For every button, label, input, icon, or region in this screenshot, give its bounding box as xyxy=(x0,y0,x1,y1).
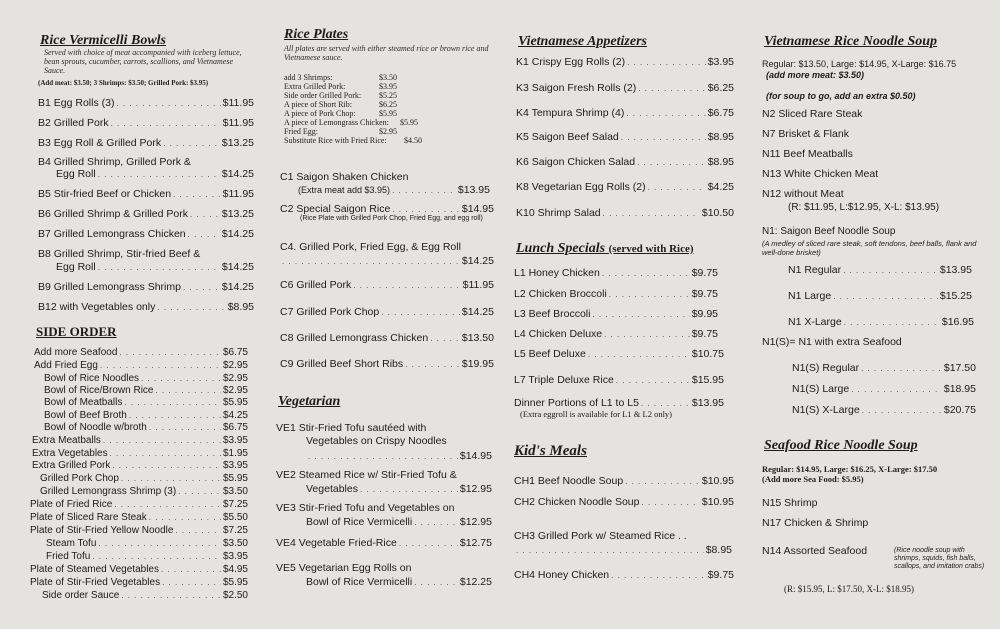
extra-label: add 3 Shrimps: xyxy=(284,73,333,82)
side-item: Extra Vegetables . . . $1.95 xyxy=(32,448,248,459)
menu-item-l1: L1 Honey Chicken . . . $9.75 xyxy=(514,267,718,279)
menu-item-n14 xyxy=(762,545,867,557)
menu-item-k6: K6 Saigon Chicken Salad . . . $8.95 xyxy=(516,156,734,168)
menu-item-ve5: VE5 Vegetarian Egg Rolls on xyxy=(276,562,412,574)
side-item: Plate of Stir-Fried Yellow Noodle . . . $7.25 xyxy=(30,525,248,536)
n14-label: N14 Assorted Seafood xyxy=(762,545,868,557)
extra-price: $3.95 xyxy=(379,82,397,91)
side-item: Plate of Stir-Fried Vegetables . . . $5.95 xyxy=(30,577,248,588)
menu-item-n13: N13 White Chicken Meat xyxy=(762,168,879,180)
menu-item-b7: B7 Grilled Lemongrass Chicken . . . $14.25 xyxy=(38,228,254,240)
menu-item-b5: B5 Stir-fried Beef or Chicken . . . $11.95 xyxy=(38,188,254,200)
side-item: Bowl of Rice/Brown Rice . . . $2.95 xyxy=(44,385,248,396)
menu-item-b12: B12 with Vegetables only . . . $8.95 xyxy=(38,301,254,313)
menu-item-b2: B2 Grilled Pork . . . $11.95 xyxy=(38,117,254,129)
menu-item-n1s-regular: N1(S) Regular . . . $17.50 xyxy=(792,362,976,374)
menu-item-c4: C4. Grilled Pork, Fried Egg, & Egg Roll xyxy=(280,241,461,253)
extra-price: $2.95 xyxy=(379,127,397,136)
side-item: Grilled Pork Chop . . . $5.95 xyxy=(40,473,248,484)
menu-item-c9: C9 Grilled Beef Short Ribs . . . $19.95 xyxy=(280,358,494,370)
noodle-soup-title: Vietnamese Rice Noodle Soup xyxy=(764,34,938,49)
menu-item-b4-cont: Egg Roll . . . $14.25 xyxy=(56,168,254,180)
noodle-soup-sizes: Regular: $13.50, Large: $14.95, X-Large: $16.75 xyxy=(762,59,957,69)
seafood-soup-title: Seafood Rice Noodle Soup xyxy=(764,438,918,453)
extra-price: $3.50 xyxy=(379,73,397,82)
menu-item-k3: K3 Saigon Fresh Rolls (2) . . . $6.25 xyxy=(516,82,734,94)
lunch-note: (Extra eggroll is available for L1 & L2 only) xyxy=(520,409,673,419)
kids-meals-title: Kid's Meals xyxy=(514,443,587,459)
menu-item-ve2-cont: Vegetables . . . $12.95 xyxy=(306,483,492,495)
side-item: Grilled Lemongrass Shrimp (3) . . . $3.50 xyxy=(40,486,248,497)
lunch-specials-label: Lunch Specials xyxy=(516,241,606,256)
menu-item-ch2: CH2 Chicken Noodle Soup . . . $10.95 xyxy=(514,496,734,508)
menu-item-k10: K10 Shrimp Salad . . . $10.50 xyxy=(516,207,734,219)
menu-item-ch1: CH1 Beef Noodle Soup . . . $10.95 xyxy=(514,475,734,487)
column-4 xyxy=(758,0,990,629)
menu-item-b3: B3 Egg Roll & Grilled Pork . . . $13.25 xyxy=(38,137,254,149)
extra-price: $5.95 xyxy=(400,118,418,127)
menu-item-b1: B1 Egg Rolls (3) . . . $11.95 xyxy=(38,97,254,109)
menu-item-b4: B4 Grilled Shrimp, Grilled Pork & xyxy=(38,156,191,168)
extra-price: $5.95 xyxy=(379,109,397,118)
n14-prices: (R: $15.95, L: $17.50, X-L: $18.95) xyxy=(784,584,914,594)
side-order-title: SIDE ORDER xyxy=(36,324,117,339)
menu-item-n1s-large: N1(S) Large . . . $18.95 xyxy=(792,383,976,395)
column-3 xyxy=(510,0,738,629)
side-item: Fried Tofu . . . $3.95 xyxy=(46,551,248,562)
menu-item-c8: C8 Grilled Lemongrass Chicken . . . $13.50 xyxy=(280,332,494,344)
column-1 xyxy=(30,0,255,629)
rice-plates-title: Rice Plates xyxy=(284,27,349,42)
menu-item-ve2: VE2 Steamed Rice w/ Stir-Fried Tofu & xyxy=(276,469,457,481)
side-item: Bowl of Meatballs . . . $5.95 xyxy=(44,397,248,408)
menu-item-k4: K4 Tempura Shrimp (4) . . . $6.75 xyxy=(516,107,734,119)
n1s-title: N1(S)= N1 with extra Seafood xyxy=(762,336,902,348)
side-item: Side order Sauce . . . $2.50 xyxy=(42,590,248,601)
noodle-soup-to-go: (for soup to go, add an extra $0.50) xyxy=(766,91,916,101)
menu-item-ch3: CH3 Grilled Pork w/ Steamed Rice . . xyxy=(514,530,687,542)
menu-item-c2: C2 Special Saigon Rice . . . $14.95 xyxy=(280,203,494,215)
n14-description: (Rice noodle soup with shrimps, squids, fish balls, scallops, and imitation crabs) xyxy=(894,547,985,570)
lunch-specials-title xyxy=(516,241,694,257)
extra-label: Substitute Rice with Fried Rice: xyxy=(284,136,387,145)
menu-item-c1: C1 Saigon Shaken Chicken xyxy=(280,171,409,183)
side-item: Add Fried Egg . . . $2.95 xyxy=(34,360,248,371)
menu-item-c2-note: (Rice Plate with Grilled Pork Chop, Fried Egg, and egg roll) xyxy=(300,215,483,222)
rice-plates-subtitle: All plates are served with either steamed rice or brown rice and Vietnamese sauce. xyxy=(284,44,489,62)
menu-item-ve3-cont: Bowl of Rice Vermicelli . . . $12.95 xyxy=(306,516,492,528)
menu-item-k5: K5 Saigon Beef Salad . . . $8.95 xyxy=(516,131,734,143)
menu-item-n12: N12 without Meat xyxy=(762,188,844,200)
seafood-soup-add: (Add more Sea Food: $5.95) xyxy=(762,474,864,484)
menu-item-n1-xlarge: N1 X-Large . . . $16.95 xyxy=(788,316,974,328)
menu-item-c4-cont: . . . $14.25 xyxy=(280,255,494,267)
menu-item-n17: N17 Chicken & Shrimp xyxy=(762,517,869,529)
side-item: Plate of Sliced Rare Steak . . . $5.50 xyxy=(30,512,248,523)
menu-item-b8-cont: Egg Roll . . . $14.25 xyxy=(56,261,254,273)
menu-item-l7: L7 Triple Deluxe Rice . . . $15.95 xyxy=(514,374,724,386)
extra-label: A piece of Lemongrass Chicken: xyxy=(284,118,389,127)
side-item: Add more Seafood . . . $6.75 xyxy=(34,347,248,358)
menu-item-n1-regular: N1 Regular . . . $13.95 xyxy=(788,264,972,276)
extra-label: A piece of Pork Chop: xyxy=(284,109,356,118)
menu-item-b6: B6 Grilled Shrimp & Grilled Pork . . . $13.25 xyxy=(38,208,254,220)
menu-item-ch4: CH4 Honey Chicken . . . $9.75 xyxy=(514,569,734,581)
extra-label: Side order Grilled Pork: xyxy=(284,91,362,100)
rice-vermicelli-subtitle: Served with choice of meat accompanied with iceberg lettuce, bean sprouts, cucumber, carrots, scallions, and Vietnamese Sauce. xyxy=(44,48,242,75)
appetizers-title: Vietnamese Appetizers xyxy=(518,34,647,49)
side-item: Bowl of Noodle w/broth . . . $6.75 xyxy=(44,422,248,433)
menu-item-ch3-price: . . . $8.95 xyxy=(514,544,732,556)
menu-item-n12-prices: (R: $11.95, L:$12.95, X-L: $13.95) xyxy=(788,202,940,213)
menu-item-n1-large: N1 Large . . . $15.25 xyxy=(788,290,972,302)
menu-item-b8: B8 Grilled Shrimp, Stir-fried Beef & xyxy=(38,248,201,260)
extra-label: A piece of Short Rib: xyxy=(284,100,352,109)
extra-price: $6.25 xyxy=(379,100,397,109)
vegetarian-title: Vegetarian xyxy=(278,394,341,409)
extra-price: $5.25 xyxy=(379,91,397,100)
menu-item-ve4: VE4 Vegetable Fried-Rice . . . $12.75 xyxy=(276,537,492,549)
noodle-soup-add-meat: (add more meat: $3.50) xyxy=(766,70,865,80)
lunch-specials-suffix: (served with Rice) xyxy=(608,243,694,255)
menu-item-k1: K1 Crispy Egg Rolls (2) . . . $3.95 xyxy=(516,56,734,68)
menu-item-l3: L3 Beef Broccoli . . . $9.95 xyxy=(514,308,718,320)
side-item: Plate of Fried Rice . . . $7.25 xyxy=(30,499,248,510)
menu-item-ve1: VE1 Stir-Fried Tofu sautéed with xyxy=(276,422,427,434)
side-item: Extra Grilled Pork . . . $3.95 xyxy=(32,460,248,471)
menu-item-n11: N11 Beef Meatballs xyxy=(762,148,853,160)
menu-item-l5: L5 Beef Deluxe . . . $10.75 xyxy=(514,348,724,360)
menu-item-l4: L4 Chicken Deluxe . . . $9.75 xyxy=(514,328,718,340)
menu-item-b9: B9 Grilled Lemongrass Shrimp . . . $14.25 xyxy=(38,281,254,293)
menu-item-dinner-portions: Dinner Portions of L1 to L5 . . . $13.95 xyxy=(514,397,724,409)
menu-item-k8: K8 Vegetarian Egg Rolls (2) . . . $4.25 xyxy=(516,181,734,193)
menu-item-n7: N7 Brisket & Flank xyxy=(762,128,849,140)
menu-item-n1s-xlarge: N1(S) X-Large . . . $20.75 xyxy=(792,404,976,416)
menu-item-c1-note: (Extra meat add $3.95) . . . $13.95 xyxy=(298,184,490,196)
menu-item-c7: C7 Grilled Pork Chop . . . $14.25 xyxy=(280,306,494,318)
rice-vermicelli-addons: (Add meat: $3.50; 3 Shrimps: $3.50; Grilled Pork: $3.95) xyxy=(38,79,209,87)
menu-item-c6: C6 Grilled Pork . . . $11.95 xyxy=(280,279,494,291)
side-item: Bowl of Beef Broth . . . $4.25 xyxy=(44,410,248,421)
menu-item-ve3: VE3 Stir-Fried Tofu and Vegetables on xyxy=(276,502,455,514)
n1-description: (A medley of sliced rare steak, soft tendons, beef balls, flank and well-done brisket) xyxy=(762,239,977,257)
menu-item-n15: N15 Shrimp xyxy=(762,497,818,509)
menu-item-n2: N2 Sliced Rare Steak xyxy=(762,108,863,120)
menu-item-ve1-cont: Vegetables on Crispy Noodles xyxy=(306,435,447,447)
side-item: Plate of Steamed Vegetables . . . $4.95 xyxy=(30,564,248,575)
seafood-soup-sizes: Regular: $14.95, Large: $16.25, X-Large: $17.50 xyxy=(762,464,938,474)
side-item: Bowl of Rice Noodles . . . $2.95 xyxy=(44,373,248,384)
menu-item-ve5-cont: Bowl of Rice Vermicelli . . . $12.25 xyxy=(306,576,492,588)
menu-item-l2: L2 Chicken Broccoli . . . $9.75 xyxy=(514,288,718,300)
extra-label: Extra Grilled Pork: xyxy=(284,82,346,91)
menu-item-ve1-price: . . . $14.95 xyxy=(306,450,492,462)
rice-vermicelli-title: Rice Vermicelli Bowls xyxy=(40,33,166,48)
side-item: Extra Meatballs . . . $3.95 xyxy=(32,435,248,446)
extra-price: $4.50 xyxy=(404,136,422,145)
n1-title: N1: Saigon Beef Noodle Soup xyxy=(762,226,896,237)
side-item: Steam Tofu . . . $3.50 xyxy=(46,538,248,549)
column-2 xyxy=(276,0,496,629)
extra-label: Fried Egg: xyxy=(284,127,318,136)
